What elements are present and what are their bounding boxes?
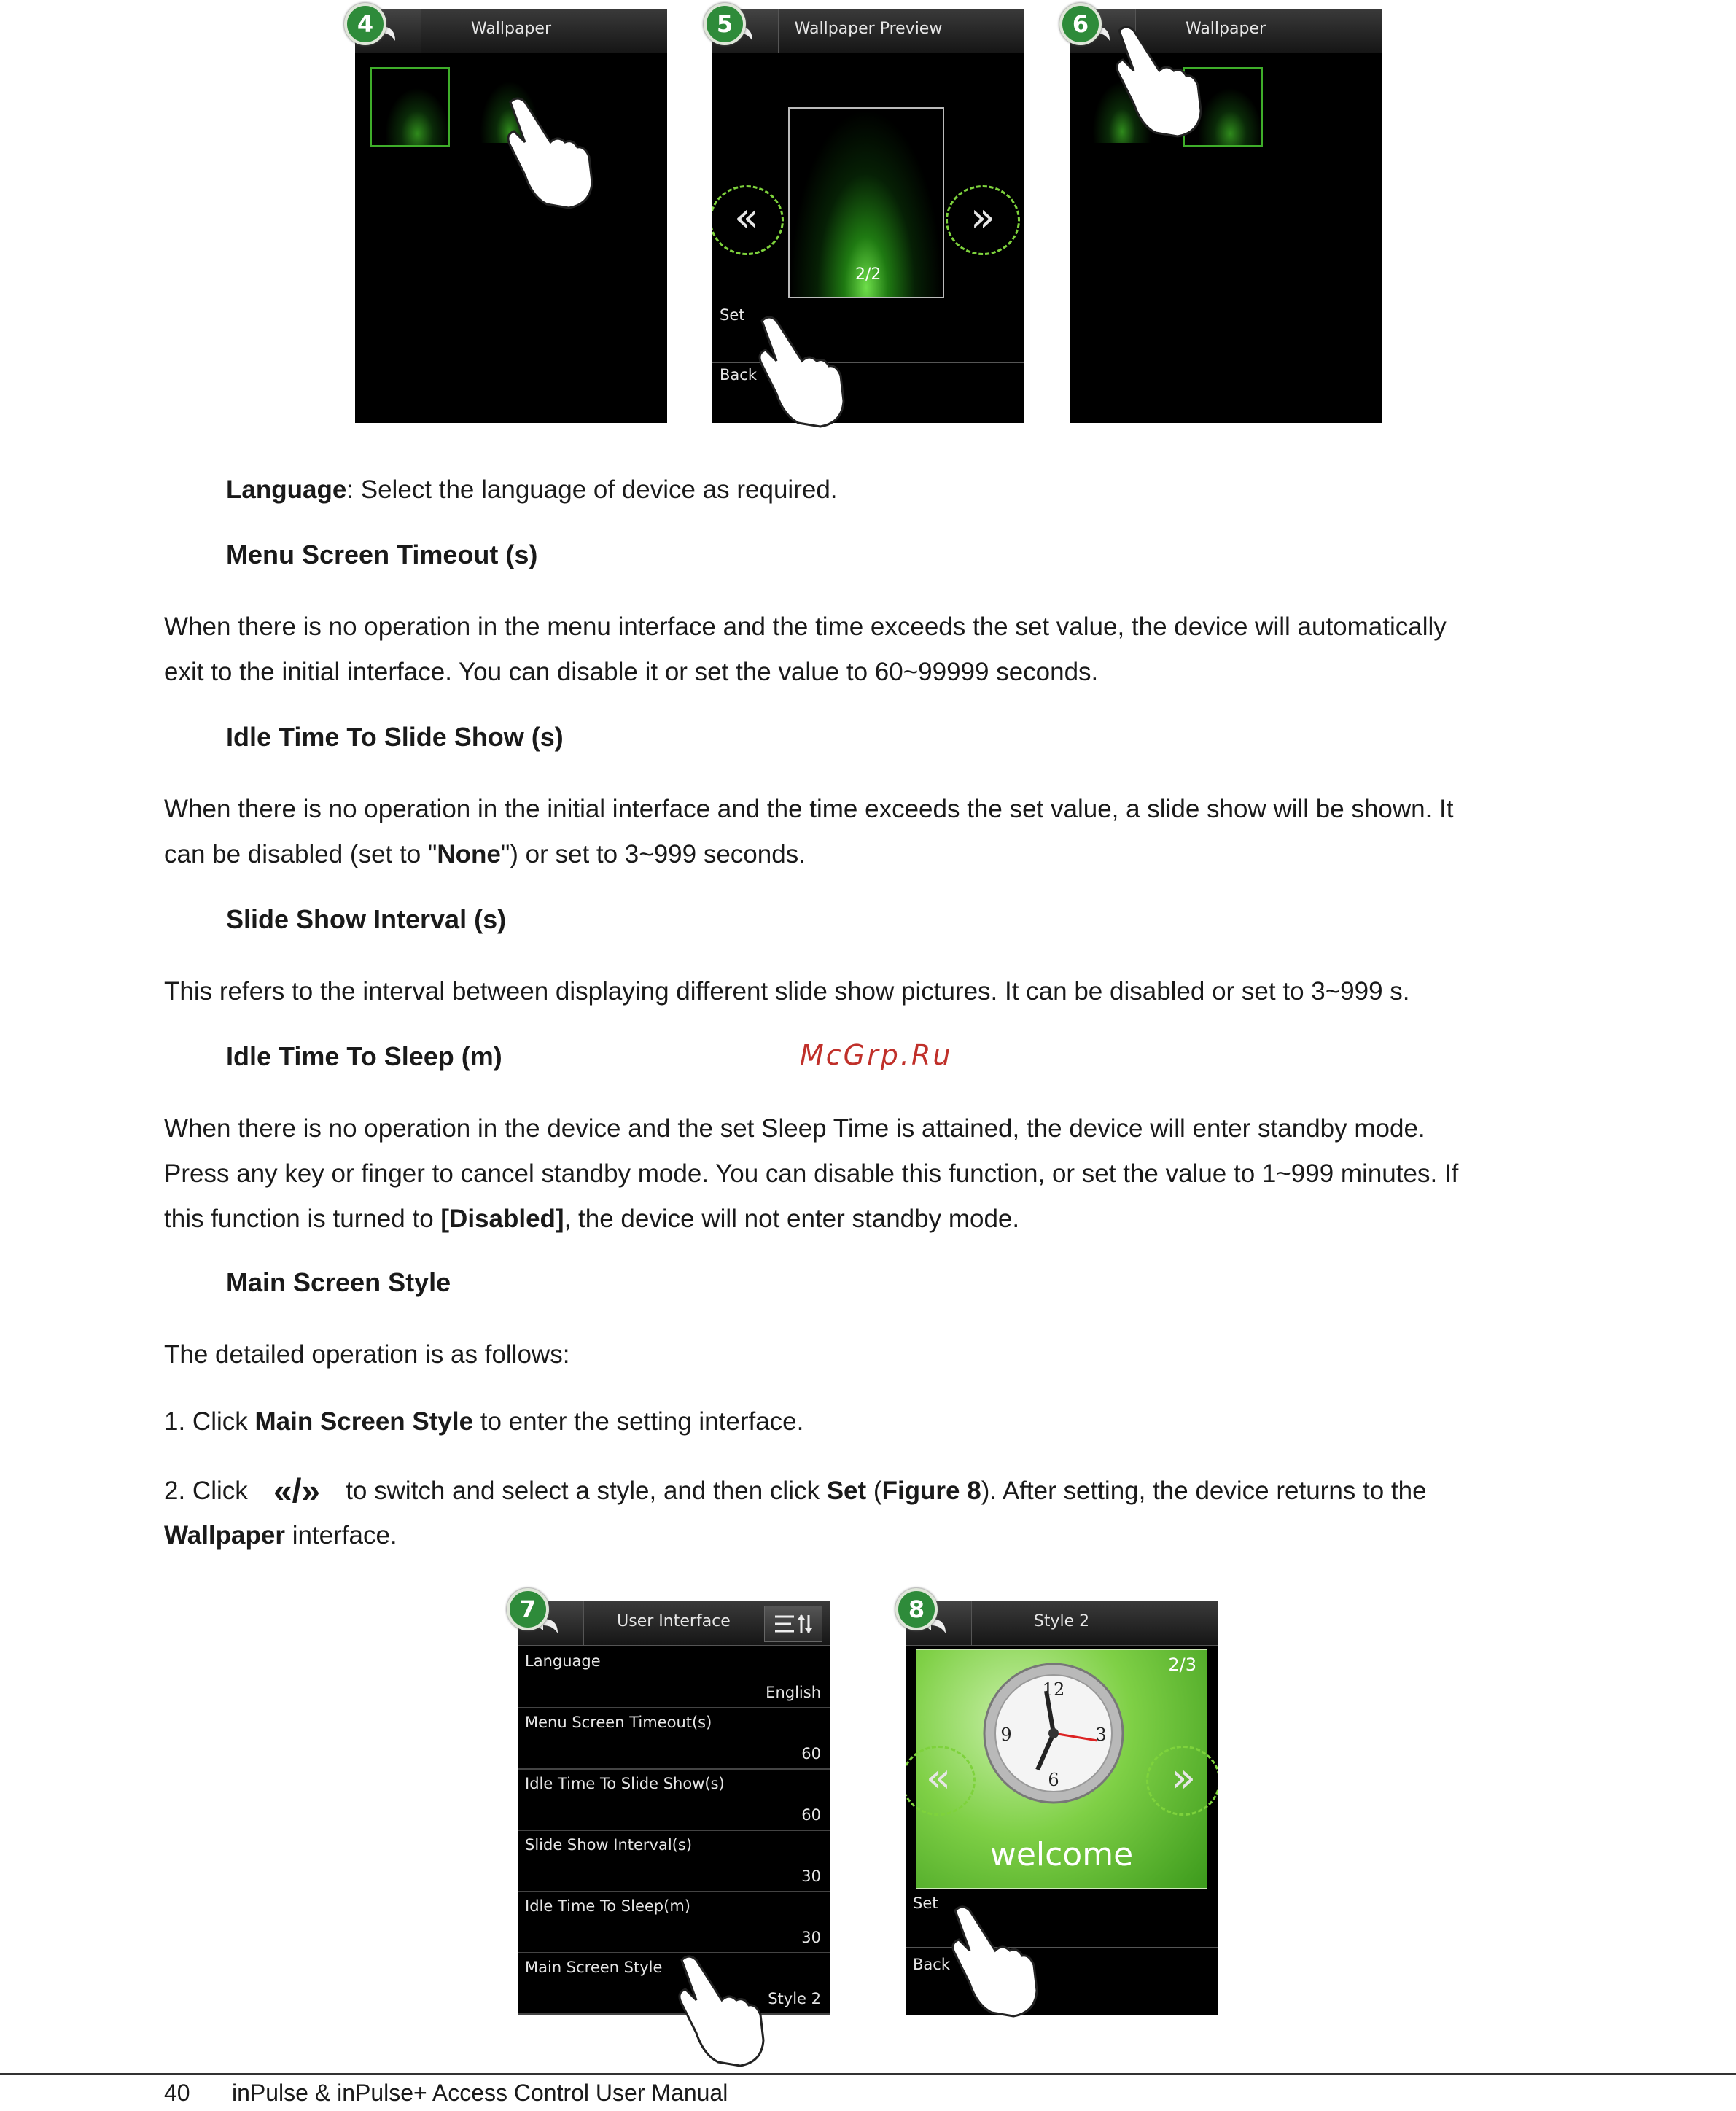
screen-title: User Interface xyxy=(617,1612,731,1630)
page-number: 40 xyxy=(164,2080,190,2106)
step1-b: Main Screen Style xyxy=(254,1407,474,1436)
idle-slide-text-a: can be disabled (set to " xyxy=(164,840,437,868)
hand-pointer-icon xyxy=(1105,16,1207,140)
step-badge-4: 4 xyxy=(344,3,386,45)
detail-line: The detailed operation is as follows: xyxy=(164,1340,570,1369)
preview-counter: 2/3 xyxy=(1168,1655,1196,1675)
step3-a: Wallpaper xyxy=(164,1521,285,1550)
step2-f: ). After setting, the device returns to the xyxy=(981,1477,1427,1505)
settings-row-value: 60 xyxy=(801,1806,821,1824)
sleep-text-c: , the device will not enter standby mode. xyxy=(564,1205,1020,1233)
step-badge-5: 5 xyxy=(704,3,746,45)
settings-row-label: Main Screen Style xyxy=(525,1959,663,1976)
settings-row-label: Language xyxy=(525,1652,601,1670)
language-desc: : Select the language of device as required. xyxy=(346,475,838,504)
settings-row[interactable] xyxy=(518,1830,830,1892)
settings-row-value: English xyxy=(766,1684,821,1701)
step1-c: to enter the setting interface. xyxy=(473,1407,804,1436)
step2-a: 2. Click xyxy=(164,1477,255,1505)
idle-slide-line-2 xyxy=(164,833,806,876)
wallpaper-thumb-1[interactable] xyxy=(370,67,450,147)
sleep-line-1: When there is no operation in the device and the set Sleep Time is attained, the device will enter standby mode. xyxy=(164,1114,1425,1143)
watermark: McGrp.Ru xyxy=(800,1039,953,1071)
idle-slide-text-c: ") or set to 3~999 seconds. xyxy=(500,840,806,868)
step-2-line-b xyxy=(164,1514,397,1558)
title-bar xyxy=(906,1601,1218,1646)
settings-row-label: Idle Time To Sleep(m) xyxy=(525,1897,690,1915)
screen-title: Wallpaper Preview xyxy=(794,20,943,38)
menu-timeout-line-2: exit to the initial interface. You can disable it or set the value to 60~99999 seconds. xyxy=(164,658,1099,686)
title-bar xyxy=(518,1601,830,1646)
language-line xyxy=(226,468,838,512)
screen-title: Wallpaper xyxy=(1185,20,1266,38)
heading-slide-show-interval: Slide Show Interval (s) xyxy=(226,904,507,934)
settings-row-value: 30 xyxy=(801,1929,821,1946)
hand-pointer-icon xyxy=(747,306,849,430)
idle-slide-none: None xyxy=(437,840,501,868)
screen-title: Style 2 xyxy=(1033,1612,1090,1630)
hand-pointer-icon xyxy=(941,1896,1043,2020)
menu-timeout-line-1: When there is no operation in the menu interface and the time exceeds the set value, the device will automatically xyxy=(164,613,1447,641)
prev-next-icon: «/» xyxy=(273,1472,320,1509)
sleep-line-3 xyxy=(164,1197,1019,1241)
back-option[interactable]: Back xyxy=(913,1956,950,1973)
step2-c: Set xyxy=(826,1477,867,1505)
heading-menu-screen-timeout: Menu Screen Timeout (s) xyxy=(226,540,538,569)
clock-12: 12 xyxy=(1042,1679,1065,1700)
step3-b: interface. xyxy=(284,1521,397,1550)
welcome-text: welcome xyxy=(989,1836,1134,1873)
settings-row-value: 30 xyxy=(801,1867,821,1885)
step1-a: 1. Click xyxy=(164,1407,255,1436)
step-2-line xyxy=(164,1469,1427,1513)
step-badge-6: 6 xyxy=(1059,3,1102,45)
step2-b: to switch and select a style, and then click xyxy=(338,1477,827,1505)
hand-pointer-icon xyxy=(667,1945,769,2069)
clock-9: 9 xyxy=(1000,1725,1012,1745)
title-bar xyxy=(712,9,1024,53)
hand-pointer-icon xyxy=(496,88,598,211)
clock-6: 6 xyxy=(1048,1770,1059,1790)
sleep-disabled: [Disabled] xyxy=(440,1205,564,1233)
heading-main-screen-style: Main Screen Style xyxy=(226,1267,451,1297)
heading-idle-sleep: Idle Time To Sleep (m) xyxy=(226,1041,502,1071)
step-badge-7: 7 xyxy=(507,1588,549,1630)
clock-icon xyxy=(981,1660,1126,1806)
sleep-text-a: this function is turned to xyxy=(164,1205,441,1233)
settings-row-value: Style 2 xyxy=(768,1990,821,2007)
footer-title: inPulse & inPulse+ Access Control User Manual xyxy=(232,2080,728,2106)
idle-slide-line-1: When there is no operation in the initial interface and the time exceeds the set value, a slide show will be shown. It xyxy=(164,795,1454,823)
slide-interval-line: This refers to the interval between displaying different slide show pictures. It can be disabled or set to 3~999 s. xyxy=(164,977,1410,1006)
back-option[interactable]: Back xyxy=(720,366,757,384)
title-bar xyxy=(355,9,667,53)
footer-rule xyxy=(0,2073,1736,2075)
settings-row[interactable] xyxy=(518,1892,830,1953)
screen-title: Wallpaper xyxy=(470,20,552,38)
heading-idle-slide-show: Idle Time To Slide Show (s) xyxy=(226,722,564,752)
screen-wallpaper-4 xyxy=(355,9,667,423)
settings-row-label: Slide Show Interval(s) xyxy=(525,1836,693,1854)
sort-menu-icon[interactable] xyxy=(764,1606,822,1642)
settings-row-label: Menu Screen Timeout(s) xyxy=(525,1714,712,1731)
preview-counter: 2/2 xyxy=(855,265,881,284)
step-badge-8: 8 xyxy=(895,1588,938,1630)
clock-3: 3 xyxy=(1095,1725,1107,1745)
set-option[interactable]: Set xyxy=(913,1894,938,1912)
next-chevron-icon[interactable]: » xyxy=(946,185,1020,255)
language-term: Language xyxy=(226,475,347,504)
sleep-line-2: Press any key or finger to cancel standby mode. You can disable this function, or set the value to 1~999 minutes. If xyxy=(164,1159,1459,1188)
next-chevron-icon[interactable]: » xyxy=(1146,1746,1218,1816)
step2-e: Figure 8 xyxy=(881,1477,981,1505)
settings-row-label: Idle Time To Slide Show(s) xyxy=(525,1775,725,1792)
settings-row[interactable] xyxy=(518,1769,830,1831)
settings-row[interactable] xyxy=(518,1647,830,1708)
settings-row[interactable] xyxy=(518,1708,830,1770)
set-option[interactable]: Set xyxy=(720,306,745,324)
prev-chevron-icon[interactable]: « xyxy=(712,185,784,255)
step-1-line xyxy=(164,1400,803,1444)
prev-chevron-icon[interactable]: « xyxy=(906,1746,976,1816)
settings-row-value: 60 xyxy=(801,1745,821,1762)
step2-d: ( xyxy=(866,1477,882,1505)
